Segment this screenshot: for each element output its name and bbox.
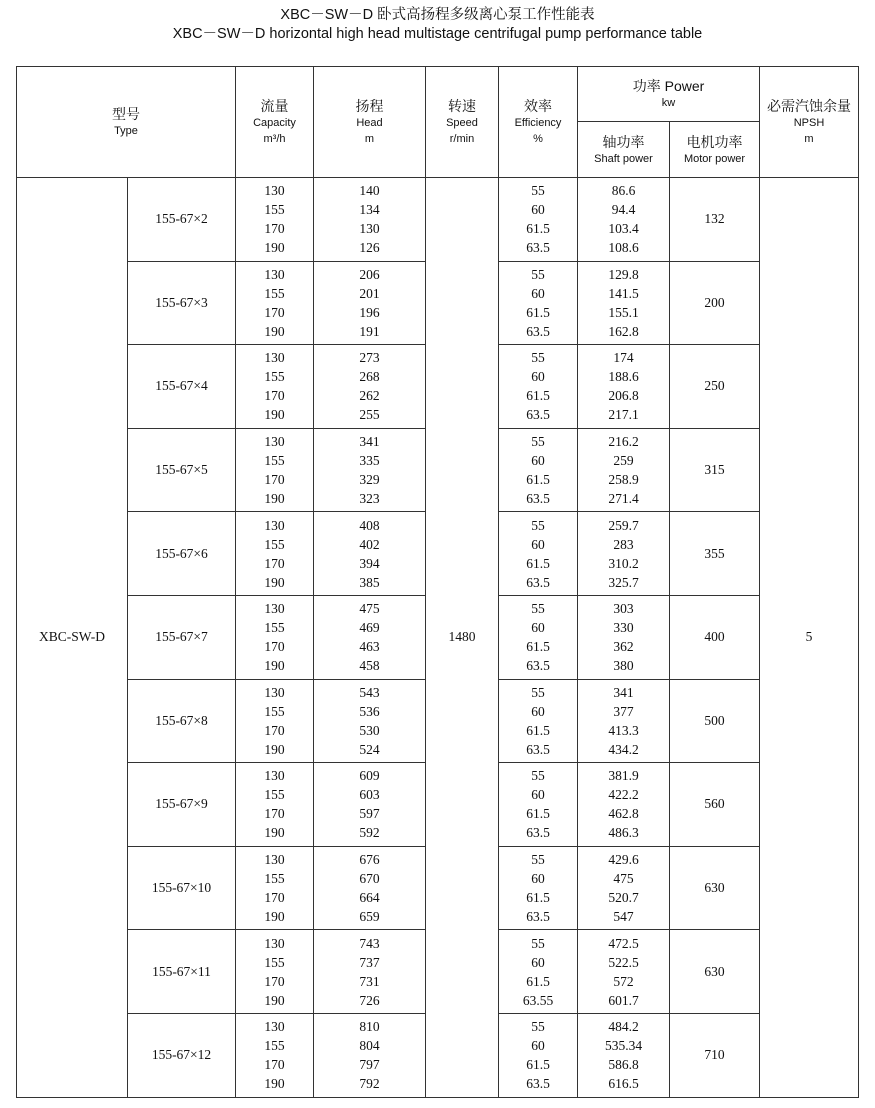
head-cell-value: 743 bbox=[359, 935, 380, 951]
motor-power-cell: 250 bbox=[670, 345, 760, 429]
head-cell-value: 268 bbox=[359, 369, 380, 385]
motor-power-cell: 355 bbox=[670, 512, 760, 596]
model-cell: 155-67×6 bbox=[128, 512, 236, 596]
capacity-cell-value: 190 bbox=[264, 992, 285, 1008]
efficiency-cell-value: 61.5 bbox=[526, 555, 550, 571]
efficiency-cell-value: 60 bbox=[531, 703, 545, 719]
efficiency-cell bbox=[499, 930, 578, 1014]
head-cell bbox=[314, 930, 426, 1014]
head-cell-value: 731 bbox=[359, 973, 380, 989]
efficiency-cell bbox=[499, 178, 578, 262]
head-cell-value: 196 bbox=[359, 304, 380, 320]
npsh-cell: 5 bbox=[760, 178, 859, 1098]
model-cell: 155-67×3 bbox=[128, 261, 236, 345]
efficiency-cell bbox=[499, 595, 578, 679]
capacity-cell bbox=[236, 763, 314, 847]
head-cell-value: 609 bbox=[359, 768, 380, 784]
efficiency-cell-value: 55 bbox=[531, 935, 545, 951]
capacity-cell-value: 190 bbox=[264, 240, 285, 256]
shaft-power-cell-value: 381.9 bbox=[608, 768, 639, 784]
shaft-power-cell-value: 330 bbox=[613, 620, 634, 636]
header-capacity: 流量 Capacity m³/h bbox=[236, 67, 314, 178]
model-cell: 155-67×7 bbox=[128, 595, 236, 679]
shaft-power-cell bbox=[578, 846, 670, 930]
shaft-power-cell-value: 486.3 bbox=[608, 825, 639, 841]
capacity-cell-value: 170 bbox=[264, 555, 285, 571]
shaft-power-cell-value: 216.2 bbox=[608, 434, 639, 450]
capacity-cell bbox=[236, 512, 314, 596]
head-cell bbox=[314, 261, 426, 345]
capacity-cell-value: 130 bbox=[264, 852, 285, 868]
shaft-power-cell-value: 472.5 bbox=[608, 935, 639, 951]
motor-power-cell: 132 bbox=[670, 178, 760, 262]
header-speed: 转速 Speed r/min bbox=[426, 67, 499, 178]
header-npsh: 必需汽蚀余量 NPSH m bbox=[760, 67, 859, 178]
capacity-cell-value: 190 bbox=[264, 574, 285, 590]
efficiency-cell-value: 60 bbox=[531, 202, 545, 218]
head-cell bbox=[314, 846, 426, 930]
shaft-power-cell-value: 325.7 bbox=[608, 574, 639, 590]
capacity-cell-value: 190 bbox=[264, 323, 285, 339]
table-body bbox=[17, 178, 859, 1098]
capacity-cell-value: 170 bbox=[264, 388, 285, 404]
head-cell-value: 134 bbox=[359, 202, 380, 218]
shaft-power-cell-value: 535.34 bbox=[604, 1038, 643, 1054]
shaft-power-cell bbox=[578, 345, 670, 429]
capacity-cell-value: 190 bbox=[264, 491, 285, 507]
efficiency-cell-value: 63.5 bbox=[526, 574, 550, 590]
shaft-power-cell-value: 303 bbox=[613, 601, 634, 617]
efficiency-cell-value: 60 bbox=[531, 369, 545, 385]
header-row-1 bbox=[17, 67, 859, 122]
capacity-cell-value: 130 bbox=[264, 768, 285, 784]
efficiency-cell-value: 55 bbox=[531, 517, 545, 533]
capacity-cell-value: 130 bbox=[264, 1019, 285, 1035]
head-cell-value: 737 bbox=[359, 954, 380, 970]
head-cell-value: 659 bbox=[359, 909, 380, 925]
efficiency-cell-value: 61.5 bbox=[526, 388, 550, 404]
capacity-cell-value: 170 bbox=[264, 973, 285, 989]
head-cell-value: 206 bbox=[359, 266, 380, 282]
efficiency-cell-value: 63.5 bbox=[526, 658, 550, 674]
head-cell bbox=[314, 1013, 426, 1097]
capacity-cell-value: 155 bbox=[264, 703, 285, 719]
efficiency-cell-value: 55 bbox=[531, 183, 545, 199]
shaft-power-cell-value: 572 bbox=[613, 973, 634, 989]
efficiency-cell bbox=[499, 428, 578, 512]
efficiency-cell-value: 55 bbox=[531, 1019, 545, 1035]
head-cell-value: 341 bbox=[359, 434, 380, 450]
shaft-power-cell-value: 462.8 bbox=[608, 806, 639, 822]
shaft-power-cell-value: 616.5 bbox=[608, 1076, 639, 1092]
header-efficiency: 效率 Efficiency % bbox=[499, 67, 578, 178]
model-cell: 155-67×5 bbox=[128, 428, 236, 512]
motor-power-cell: 400 bbox=[670, 595, 760, 679]
shaft-power-cell-value: 162.8 bbox=[608, 323, 639, 339]
efficiency-cell bbox=[499, 846, 578, 930]
shaft-power-cell-value: 271.4 bbox=[608, 491, 639, 507]
head-cell-value: 530 bbox=[359, 722, 380, 738]
header-head: 扬程 Head m bbox=[314, 67, 426, 178]
efficiency-cell-value: 55 bbox=[531, 350, 545, 366]
head-cell-value: 329 bbox=[359, 472, 380, 488]
capacity-cell bbox=[236, 345, 314, 429]
efficiency-cell-value: 60 bbox=[531, 787, 545, 803]
model-cell: 155-67×12 bbox=[128, 1013, 236, 1097]
capacity-cell-value: 155 bbox=[264, 285, 285, 301]
shaft-power-cell bbox=[578, 428, 670, 512]
shaft-power-cell-value: 108.6 bbox=[608, 240, 639, 256]
performance-table bbox=[16, 66, 859, 1098]
head-cell-value: 475 bbox=[359, 601, 380, 617]
head-cell-value: 394 bbox=[359, 555, 380, 571]
capacity-cell bbox=[236, 930, 314, 1014]
head-cell-value: 792 bbox=[359, 1076, 380, 1092]
efficiency-cell-value: 60 bbox=[531, 285, 545, 301]
head-cell-value: 664 bbox=[359, 890, 380, 906]
head-cell-value: 543 bbox=[359, 684, 380, 700]
model-cell: 155-67×10 bbox=[128, 846, 236, 930]
capacity-cell-value: 170 bbox=[264, 722, 285, 738]
capacity-cell-value: 190 bbox=[264, 825, 285, 841]
capacity-cell-value: 155 bbox=[264, 1038, 285, 1054]
capacity-cell-value: 130 bbox=[264, 434, 285, 450]
capacity-cell-value: 155 bbox=[264, 369, 285, 385]
efficiency-cell-value: 61.5 bbox=[526, 1057, 550, 1073]
capacity-cell-value: 155 bbox=[264, 954, 285, 970]
head-cell-value: 201 bbox=[359, 285, 380, 301]
motor-power-cell: 560 bbox=[670, 763, 760, 847]
capacity-cell-value: 130 bbox=[264, 350, 285, 366]
capacity-cell-value: 155 bbox=[264, 453, 285, 469]
motor-power-cell: 630 bbox=[670, 846, 760, 930]
efficiency-cell-value: 63.5 bbox=[526, 1076, 550, 1092]
capacity-cell bbox=[236, 679, 314, 763]
head-cell-value: 130 bbox=[359, 221, 380, 237]
shaft-power-cell-value: 341 bbox=[613, 684, 634, 700]
efficiency-cell-value: 55 bbox=[531, 434, 545, 450]
efficiency-cell bbox=[499, 679, 578, 763]
efficiency-cell-value: 63.5 bbox=[526, 491, 550, 507]
head-cell bbox=[314, 763, 426, 847]
shaft-power-cell-value: 258.9 bbox=[608, 472, 639, 488]
capacity-cell-value: 170 bbox=[264, 1057, 285, 1073]
head-cell-value: 273 bbox=[359, 350, 380, 366]
capacity-cell-value: 170 bbox=[264, 472, 285, 488]
head-cell bbox=[314, 679, 426, 763]
head-cell-value: 140 bbox=[359, 183, 380, 199]
capacity-cell-value: 130 bbox=[264, 601, 285, 617]
header-motor-power: 电机功率 Motor power bbox=[670, 122, 760, 178]
head-cell-value: 536 bbox=[359, 703, 380, 719]
efficiency-cell-value: 63.5 bbox=[526, 240, 550, 256]
shaft-power-cell-value: 429.6 bbox=[608, 852, 639, 868]
head-cell-value: 597 bbox=[359, 806, 380, 822]
capacity-cell-value: 155 bbox=[264, 202, 285, 218]
capacity-cell bbox=[236, 261, 314, 345]
shaft-power-cell-value: 259 bbox=[613, 453, 634, 469]
shaft-power-cell-value: 206.8 bbox=[608, 388, 639, 404]
capacity-cell-value: 155 bbox=[264, 871, 285, 887]
efficiency-cell bbox=[499, 345, 578, 429]
shaft-power-cell-value: 522.5 bbox=[608, 954, 639, 970]
capacity-cell-value: 190 bbox=[264, 1076, 285, 1092]
shaft-power-cell-value: 547 bbox=[613, 909, 634, 925]
efficiency-cell bbox=[499, 512, 578, 596]
head-cell-value: 804 bbox=[359, 1038, 380, 1054]
capacity-cell-value: 130 bbox=[264, 266, 285, 282]
capacity-cell-value: 155 bbox=[264, 536, 285, 552]
shaft-power-cell-value: 94.4 bbox=[611, 202, 636, 218]
head-cell bbox=[314, 512, 426, 596]
capacity-cell-value: 170 bbox=[264, 639, 285, 655]
capacity-cell-value: 170 bbox=[264, 221, 285, 237]
shaft-power-cell-value: 259.7 bbox=[608, 517, 639, 533]
shaft-power-cell bbox=[578, 512, 670, 596]
shaft-power-cell-value: 217.1 bbox=[608, 407, 639, 423]
efficiency-cell-value: 63.5 bbox=[526, 825, 550, 841]
capacity-cell-value: 130 bbox=[264, 935, 285, 951]
head-cell-value: 191 bbox=[359, 323, 380, 339]
motor-power-cell: 630 bbox=[670, 930, 760, 1014]
efficiency-cell-value: 61.5 bbox=[526, 639, 550, 655]
capacity-cell-value: 190 bbox=[264, 909, 285, 925]
shaft-power-cell-value: 422.2 bbox=[608, 787, 639, 803]
header-shaft-power: 轴功率 Shaft power bbox=[578, 122, 670, 178]
shaft-power-cell bbox=[578, 261, 670, 345]
efficiency-cell-value: 55 bbox=[531, 266, 545, 282]
efficiency-cell-value: 61.5 bbox=[526, 221, 550, 237]
capacity-cell bbox=[236, 595, 314, 679]
efficiency-cell bbox=[499, 1013, 578, 1097]
head-cell-value: 402 bbox=[359, 536, 380, 552]
shaft-power-cell-value: 129.8 bbox=[608, 266, 639, 282]
page-title bbox=[0, 6, 875, 44]
shaft-power-cell bbox=[578, 1013, 670, 1097]
shaft-power-cell-value: 103.4 bbox=[608, 221, 639, 237]
head-cell-value: 797 bbox=[359, 1057, 380, 1073]
header-power: 功率 Power kw bbox=[578, 67, 760, 122]
efficiency-cell-value: 63.5 bbox=[526, 323, 550, 339]
model-cell: 155-67×4 bbox=[128, 345, 236, 429]
head-cell bbox=[314, 345, 426, 429]
capacity-cell bbox=[236, 1013, 314, 1097]
model-cell: 155-67×2 bbox=[128, 178, 236, 262]
head-cell-value: 126 bbox=[359, 240, 380, 256]
capacity-cell-value: 190 bbox=[264, 741, 285, 757]
head-cell-value: 458 bbox=[359, 658, 380, 674]
efficiency-cell-value: 61.5 bbox=[526, 304, 550, 320]
head-cell-value: 463 bbox=[359, 639, 380, 655]
head-cell-value: 335 bbox=[359, 453, 380, 469]
shaft-power-cell bbox=[578, 178, 670, 262]
table-row bbox=[17, 178, 859, 262]
capacity-cell-value: 170 bbox=[264, 890, 285, 906]
head-cell-value: 255 bbox=[359, 407, 380, 423]
shaft-power-cell-value: 475 bbox=[613, 871, 634, 887]
head-cell bbox=[314, 178, 426, 262]
efficiency-cell-value: 61.5 bbox=[526, 890, 550, 906]
capacity-cell bbox=[236, 428, 314, 512]
efficiency-cell-value: 61.5 bbox=[526, 472, 550, 488]
head-cell-value: 385 bbox=[359, 574, 380, 590]
head-cell-value: 676 bbox=[359, 852, 380, 868]
head-cell-value: 670 bbox=[359, 871, 380, 887]
efficiency-cell-value: 61.5 bbox=[526, 806, 550, 822]
shaft-power-cell-value: 586.8 bbox=[608, 1057, 639, 1073]
header-type: 型号 Type bbox=[17, 67, 236, 178]
head-cell bbox=[314, 428, 426, 512]
motor-power-cell: 710 bbox=[670, 1013, 760, 1097]
efficiency-cell-value: 60 bbox=[531, 1038, 545, 1054]
efficiency-cell-value: 60 bbox=[531, 871, 545, 887]
efficiency-cell-value: 55 bbox=[531, 852, 545, 868]
capacity-cell-value: 130 bbox=[264, 684, 285, 700]
capacity-cell bbox=[236, 178, 314, 262]
shaft-power-cell-value: 520.7 bbox=[608, 890, 639, 906]
efficiency-cell-value: 60 bbox=[531, 536, 545, 552]
head-cell-value: 524 bbox=[359, 741, 380, 757]
shaft-power-cell-value: 380 bbox=[613, 658, 634, 674]
speed-cell: 1480 bbox=[426, 178, 499, 1098]
head-cell-value: 469 bbox=[359, 620, 380, 636]
motor-power-cell: 315 bbox=[670, 428, 760, 512]
shaft-power-cell bbox=[578, 763, 670, 847]
capacity-cell-value: 170 bbox=[264, 806, 285, 822]
capacity-cell-value: 155 bbox=[264, 787, 285, 803]
shaft-power-cell-value: 283 bbox=[613, 536, 634, 552]
efficiency-cell-value: 63.5 bbox=[526, 741, 550, 757]
head-cell-value: 592 bbox=[359, 825, 380, 841]
shaft-power-cell-value: 434.2 bbox=[608, 741, 639, 757]
capacity-cell-value: 130 bbox=[264, 183, 285, 199]
head-cell-value: 323 bbox=[359, 491, 380, 507]
shaft-power-cell-value: 362 bbox=[613, 639, 634, 655]
shaft-power-cell-value: 155.1 bbox=[608, 304, 639, 320]
model-cell: 155-67×11 bbox=[128, 930, 236, 1014]
efficiency-cell-value: 63.55 bbox=[522, 992, 554, 1008]
efficiency-cell-value: 63.5 bbox=[526, 407, 550, 423]
shaft-power-cell-value: 188.6 bbox=[608, 369, 639, 385]
head-cell-value: 810 bbox=[359, 1019, 380, 1035]
motor-power-cell: 200 bbox=[670, 261, 760, 345]
capacity-cell-value: 190 bbox=[264, 658, 285, 674]
shaft-power-cell bbox=[578, 930, 670, 1014]
shaft-power-cell bbox=[578, 595, 670, 679]
efficiency-cell-value: 60 bbox=[531, 620, 545, 636]
shaft-power-cell-value: 86.6 bbox=[611, 183, 636, 199]
efficiency-cell-value: 55 bbox=[531, 684, 545, 700]
head-cell bbox=[314, 595, 426, 679]
efficiency-cell-value: 63.5 bbox=[526, 909, 550, 925]
shaft-power-cell-value: 484.2 bbox=[608, 1019, 639, 1035]
shaft-power-cell-value: 413.3 bbox=[608, 722, 639, 738]
efficiency-cell-value: 60 bbox=[531, 954, 545, 970]
series-name: XBC-SW-D bbox=[17, 178, 128, 1098]
capacity-cell-value: 190 bbox=[264, 407, 285, 423]
capacity-cell-value: 170 bbox=[264, 304, 285, 320]
model-cell: 155-67×8 bbox=[128, 679, 236, 763]
head-cell-value: 726 bbox=[359, 992, 380, 1008]
efficiency-cell bbox=[499, 261, 578, 345]
motor-power-cell: 500 bbox=[670, 679, 760, 763]
capacity-cell-value: 130 bbox=[264, 517, 285, 533]
capacity-cell bbox=[236, 846, 314, 930]
head-cell-value: 603 bbox=[359, 787, 380, 803]
title-zh: XBC－SW－D 卧式高扬程多级离心泵工作性能表 bbox=[280, 7, 595, 23]
efficiency-cell-value: 60 bbox=[531, 453, 545, 469]
shaft-power-cell-value: 377 bbox=[613, 703, 634, 719]
shaft-power-cell-value: 141.5 bbox=[608, 285, 639, 301]
efficiency-cell-value: 61.5 bbox=[526, 973, 550, 989]
shaft-power-cell-value: 174 bbox=[613, 350, 634, 366]
efficiency-cell bbox=[499, 763, 578, 847]
shaft-power-cell-value: 310.2 bbox=[608, 555, 639, 571]
efficiency-cell-value: 61.5 bbox=[526, 722, 550, 738]
head-cell-value: 262 bbox=[359, 388, 380, 404]
capacity-cell-value: 155 bbox=[264, 620, 285, 636]
model-cell: 155-67×9 bbox=[128, 763, 236, 847]
efficiency-cell-value: 55 bbox=[531, 768, 545, 784]
efficiency-cell-value: 55 bbox=[531, 601, 545, 617]
head-cell-value: 408 bbox=[359, 517, 380, 533]
shaft-power-cell bbox=[578, 679, 670, 763]
shaft-power-cell-value: 601.7 bbox=[608, 992, 639, 1008]
title-en: XBC－SW－D horizontal high head multistage centrifugal pump performance table bbox=[172, 26, 703, 42]
